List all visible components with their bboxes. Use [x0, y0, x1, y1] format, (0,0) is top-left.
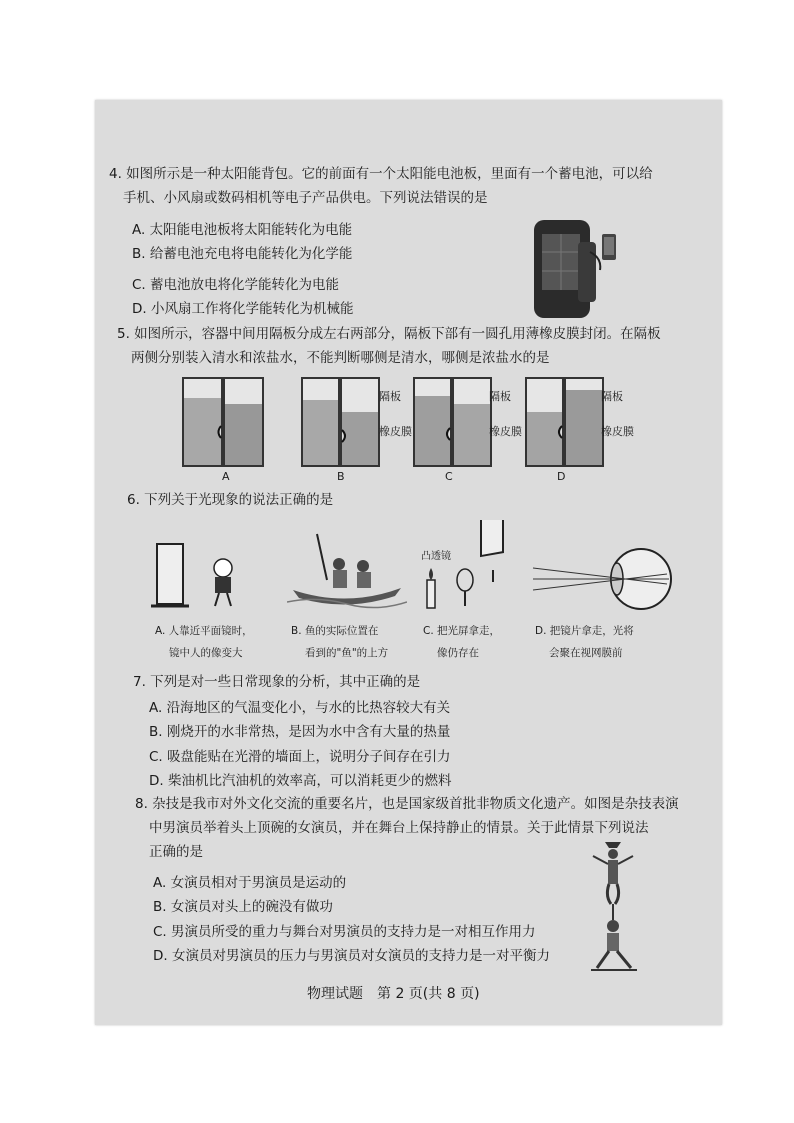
- beaker-d: [525, 376, 605, 468]
- exam-sheet: [95, 100, 722, 1025]
- q4-option-b: B. 给蓄电池充电将电能转化为化学能: [132, 246, 353, 262]
- q6-caption-a-line2: 镜中人的像变大: [169, 647, 243, 659]
- beaker-b: [301, 376, 381, 468]
- beaker-b-membrane-label: 橡皮膜: [379, 425, 412, 438]
- acrobat-figure: [587, 838, 639, 974]
- q4-option-c: C. 蓄电池放电将化学能转化为电能: [132, 277, 340, 293]
- q6-caption-a: [155, 620, 253, 664]
- eye-figure: [529, 544, 679, 614]
- beaker-b-letter: B: [337, 470, 345, 483]
- beaker-b-partition-label: 隔板: [379, 390, 401, 403]
- beaker-c: [413, 376, 493, 468]
- q6-caption-b: [291, 620, 388, 664]
- q8-option-d: D. 女演员对男演员的压力与男演员对女演员的支持力是一对平衡力: [153, 948, 550, 964]
- q7-option-c: C. 吸盘能贴在光滑的墙面上，说明分子间存在引力: [149, 749, 451, 765]
- beaker-c-letter: C: [445, 470, 453, 483]
- q4-stem-line2: 手机、小风扇或数码相机等电子产品供电。下列说法错误的是: [123, 190, 488, 206]
- q6-caption-c: [423, 620, 500, 664]
- beaker-a-letter: A: [222, 470, 230, 483]
- q6-caption-c-line2: 像仍存在: [437, 647, 479, 659]
- q4-option-d: D. 小风扇工作将化学能转化为机械能: [132, 301, 354, 317]
- plane-mirror-figure: [147, 540, 267, 620]
- fishing-boat-figure: [287, 530, 407, 610]
- convex-lens-figure: [413, 520, 523, 620]
- q6-caption-a-line1: A. 人靠近平面镜时，: [155, 625, 253, 637]
- q8-option-b: B. 女演员对头上的碗没有做功: [153, 899, 333, 915]
- q4-stem-line1: 4. 如图所示是一种太阳能背包。它的前面有一个太阳能电池板，里面有一个蓄电池，可以给: [109, 166, 653, 182]
- q4-option-a: A. 太阳能电池板将太阳能转化为电能: [132, 222, 353, 238]
- beaker-c-partition-label: 隔板: [489, 390, 511, 403]
- q7-option-d: D. 柴油机比汽油机的效率高，可以消耗更少的燃料: [149, 773, 452, 789]
- page-footer: 物理试题 第 2 页(共 8 页): [307, 986, 480, 1002]
- q8-option-c: C. 男演员所受的重力与舞台对男演员的支持力是一对相互作用力: [153, 924, 536, 940]
- q8-stem-line1: 8. 杂技是我市对外文化交流的重要名片，也是国家级首批非物质文化遗产。如图是杂技表演: [135, 796, 679, 812]
- q8-stem-line3: 正确的是: [149, 844, 203, 860]
- q7-stem: 7. 下列是对一些日常现象的分析，其中正确的是: [133, 674, 421, 690]
- q8-option-a: A. 女演员相对于男演员是运动的: [153, 875, 347, 891]
- beaker-d-partition-label: 隔板: [601, 390, 623, 403]
- beaker-d-membrane-label: 橡皮膜: [601, 425, 634, 438]
- q6-caption-d-line2: 会聚在视网膜前: [549, 647, 623, 659]
- q5-stem-line2: 两侧分别装入清水和浓盐水，不能判断哪侧是清水，哪侧是浓盐水的是: [131, 350, 550, 366]
- q5-stem-line1: 5. 如图所示，容器中间用隔板分成左右两部分，隔板下部有一圆孔用薄橡皮膜封闭。在隔板: [117, 326, 661, 342]
- q6-caption-c-line1: C. 把光屏拿走，: [423, 625, 501, 637]
- q6-caption-b-line1: B. 鱼的实际位置在: [291, 625, 379, 637]
- convex-lens-label: 凸透镜: [421, 551, 451, 562]
- q8-stem-line2: 中男演员举着头上顶碗的女演员，并在舞台上保持静止的情景。关于此情景下列说法: [149, 820, 649, 836]
- q7-option-b: B. 刚烧开的水非常热，是因为水中含有大量的热量: [149, 724, 451, 740]
- q6-caption-b-line2: 看到的"鱼"的上方: [305, 647, 389, 659]
- q6-stem: 6. 下列关于光现象的说法正确的是: [127, 492, 334, 508]
- beaker-d-letter: D: [557, 470, 566, 483]
- solar-backpack-figure: [520, 212, 620, 324]
- q7-option-a: A. 沿海地区的气温变化小，与水的比热容较大有关: [149, 700, 451, 716]
- q6-caption-d-line1: D. 把镜片拿走，光将: [535, 625, 634, 637]
- beaker-c-membrane-label: 橡皮膜: [489, 425, 522, 438]
- q6-caption-d: [535, 620, 634, 664]
- beaker-a: [182, 376, 266, 468]
